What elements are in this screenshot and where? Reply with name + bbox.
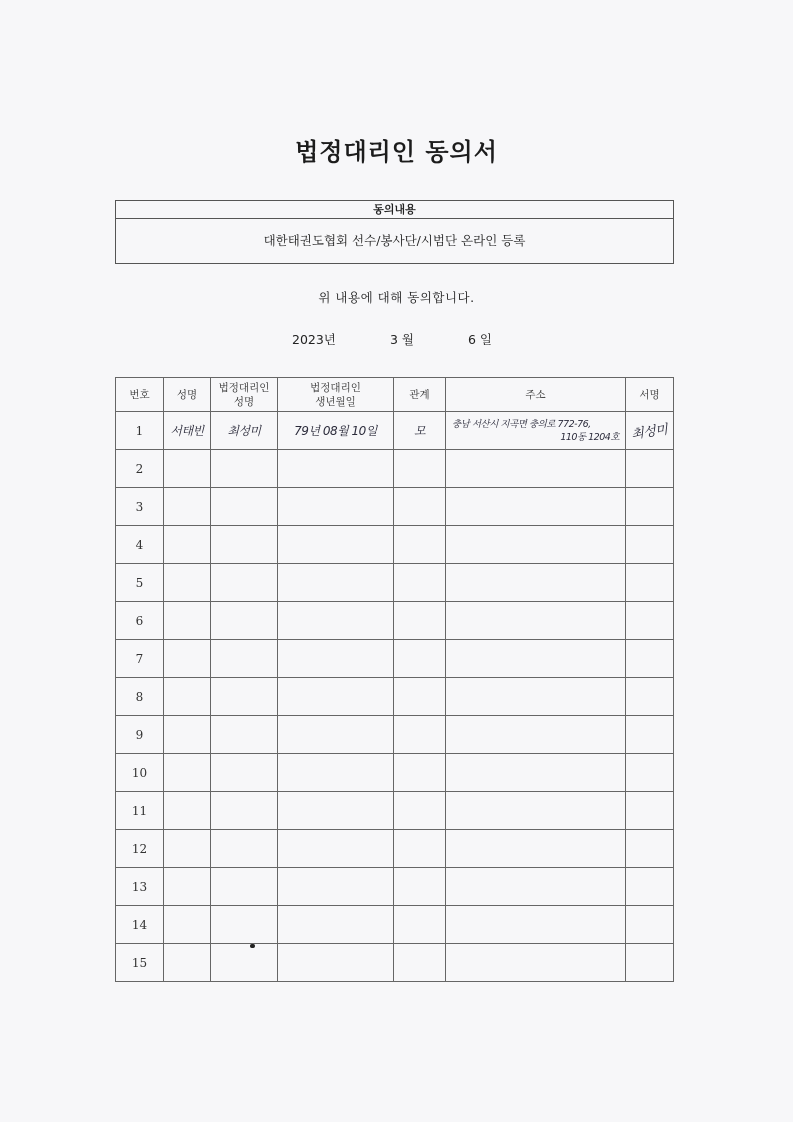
row-number: 1	[116, 412, 164, 450]
empty-cell	[394, 602, 446, 640]
empty-cell	[446, 564, 626, 602]
row-number: 13	[116, 868, 164, 906]
address-line-1: 충남 서산시 지곡면 충의로 772-76,	[452, 418, 591, 430]
empty-cell	[211, 640, 278, 678]
row-number: 12	[116, 830, 164, 868]
empty-cell	[394, 754, 446, 792]
signature-mark: 최성미	[630, 422, 669, 443]
empty-cell	[211, 564, 278, 602]
empty-cell	[446, 830, 626, 868]
table-row	[116, 754, 674, 792]
col-header-relation: 관계	[394, 378, 446, 412]
empty-cell	[626, 830, 674, 868]
table-row	[116, 716, 674, 754]
table-row	[116, 450, 674, 488]
date-line	[0, 330, 793, 346]
table-header-row	[116, 378, 674, 412]
col-header-address: 주소	[446, 378, 626, 412]
empty-cell	[164, 564, 211, 602]
guardian-name: 최성미	[211, 412, 278, 450]
row-number: 11	[116, 792, 164, 830]
empty-cell	[446, 716, 626, 754]
guardian-birthdate: 79년 08월 10일	[278, 412, 394, 450]
row-number: 3	[116, 488, 164, 526]
empty-cell	[626, 488, 674, 526]
ink-dot	[250, 944, 255, 948]
empty-cell	[278, 640, 394, 678]
empty-cell	[626, 564, 674, 602]
row-number: 7	[116, 640, 164, 678]
relation: 모	[394, 412, 446, 450]
empty-cell	[446, 488, 626, 526]
table-row	[116, 906, 674, 944]
empty-cell	[164, 868, 211, 906]
signature	[626, 412, 674, 450]
table-row	[116, 640, 674, 678]
table-row	[116, 868, 674, 906]
empty-cell	[164, 716, 211, 754]
date-day: 6 일	[468, 332, 493, 347]
page-title: 법정대리인 동의서	[295, 138, 498, 166]
address-line-2: 110동 1204호	[560, 431, 619, 443]
col-header-signature: 서명	[626, 378, 674, 412]
row-number: 10	[116, 754, 164, 792]
empty-cell	[211, 944, 278, 982]
table-row	[116, 678, 674, 716]
empty-cell	[278, 526, 394, 564]
empty-cell	[164, 526, 211, 564]
row-number: 8	[116, 678, 164, 716]
table-row	[116, 830, 674, 868]
empty-cell	[626, 602, 674, 640]
empty-cell	[446, 450, 626, 488]
empty-cell	[446, 754, 626, 792]
date-year: 2023년	[292, 332, 336, 347]
empty-cell	[394, 640, 446, 678]
empty-cell	[446, 868, 626, 906]
table-row	[116, 792, 674, 830]
empty-cell	[626, 640, 674, 678]
col-header-guardian-birth: 법정대리인 생년월일	[278, 378, 394, 412]
empty-cell	[626, 792, 674, 830]
empty-cell	[626, 754, 674, 792]
empty-cell	[626, 906, 674, 944]
empty-cell	[278, 564, 394, 602]
col-header-name: 성명	[164, 378, 211, 412]
empty-cell	[278, 716, 394, 754]
table-row	[116, 602, 674, 640]
empty-cell	[278, 754, 394, 792]
empty-cell	[278, 906, 394, 944]
date-month: 3 월	[390, 332, 415, 347]
row-number: 15	[116, 944, 164, 982]
consent-body: 대한태권도협회 선수/봉사단/시범단 온라인 등록	[263, 233, 526, 248]
empty-cell	[278, 678, 394, 716]
empty-cell	[394, 716, 446, 754]
empty-cell	[164, 792, 211, 830]
empty-cell	[164, 830, 211, 868]
empty-cell	[394, 830, 446, 868]
empty-cell	[278, 792, 394, 830]
empty-cell	[278, 868, 394, 906]
empty-cell	[446, 906, 626, 944]
empty-cell	[626, 678, 674, 716]
empty-cell	[446, 602, 626, 640]
table-row	[116, 488, 674, 526]
row-number: 6	[116, 602, 164, 640]
empty-cell	[394, 526, 446, 564]
empty-cell	[164, 678, 211, 716]
empty-cell	[278, 488, 394, 526]
consent-box	[115, 200, 674, 264]
empty-cell	[446, 792, 626, 830]
empty-cell	[446, 678, 626, 716]
empty-cell	[394, 678, 446, 716]
empty-cell	[626, 944, 674, 982]
student-name: 서태빈	[164, 412, 211, 450]
row-number: 5	[116, 564, 164, 602]
empty-cell	[394, 906, 446, 944]
empty-cell	[211, 830, 278, 868]
empty-cell	[446, 640, 626, 678]
col-header-guardian-name: 법정대리인 성명	[211, 378, 278, 412]
empty-cell	[164, 602, 211, 640]
empty-cell	[211, 716, 278, 754]
empty-cell	[394, 450, 446, 488]
empty-cell	[164, 488, 211, 526]
consent-header: 동의내용	[116, 201, 673, 219]
row-number: 2	[116, 450, 164, 488]
empty-cell	[626, 450, 674, 488]
empty-cell	[394, 488, 446, 526]
empty-cell	[211, 754, 278, 792]
table-row	[116, 944, 674, 982]
address	[446, 412, 626, 450]
col-header-number: 번호	[116, 378, 164, 412]
empty-cell	[211, 488, 278, 526]
empty-cell	[211, 450, 278, 488]
empty-cell	[278, 944, 394, 982]
table-row	[116, 412, 674, 450]
empty-cell	[278, 830, 394, 868]
empty-cell	[394, 792, 446, 830]
empty-cell	[211, 526, 278, 564]
empty-cell	[394, 564, 446, 602]
empty-cell	[211, 906, 278, 944]
row-number: 14	[116, 906, 164, 944]
registration-table	[115, 377, 674, 982]
empty-cell	[164, 450, 211, 488]
empty-cell	[446, 526, 626, 564]
empty-cell	[626, 526, 674, 564]
empty-cell	[211, 602, 278, 640]
empty-cell	[278, 450, 394, 488]
empty-cell	[394, 944, 446, 982]
empty-cell	[626, 868, 674, 906]
empty-cell	[278, 602, 394, 640]
empty-cell	[211, 868, 278, 906]
agree-statement: 위 내용에 대해 동의합니다.	[318, 290, 475, 305]
empty-cell	[394, 868, 446, 906]
empty-cell	[211, 678, 278, 716]
row-number: 4	[116, 526, 164, 564]
empty-cell	[211, 792, 278, 830]
table-row	[116, 564, 674, 602]
empty-cell	[164, 944, 211, 982]
empty-cell	[164, 640, 211, 678]
empty-cell	[164, 754, 211, 792]
empty-cell	[446, 944, 626, 982]
table-row	[116, 526, 674, 564]
empty-cell	[626, 716, 674, 754]
row-number: 9	[116, 716, 164, 754]
empty-cell	[164, 906, 211, 944]
